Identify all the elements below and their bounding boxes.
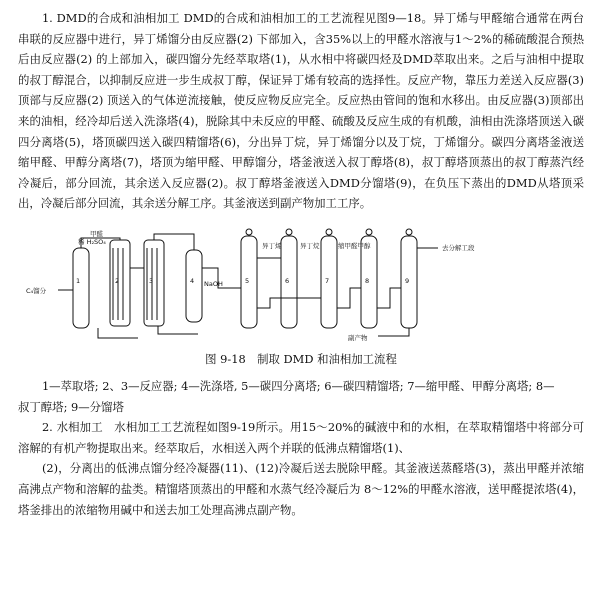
label-n7: 7 <box>325 276 330 285</box>
label-n6: 6 <box>285 276 290 285</box>
label-isobutylene: 异丁烯 <box>262 241 282 250</box>
label-n8: 8 <box>365 276 370 285</box>
paragraph-dmd-synthesis: 1. DMD的合成和油相加工 DMD的合成和油相加工的工艺流程见图9—18。异丁烯与甲醛缩合通常在两台串联的反应器中进行，异丁烯馏分由反应器(2) 下部加入，含35%以上的甲醛水溶液与1～2%的稀硫酸混合预热后由反应器(2) 的上部加入，碳四馏分先经萃取塔(1)，从水相中将碳四烃及DMD萃取出来。之后与油相中提取的叔丁醇混合，以抑制反应进一步生成叔丁醇，保证异丁烯有较高的选择性。反应产物，靠压力差送入反应器(3)顶部与反应器(2) 顶送入的气体逆流接触，使反应物反应完全。反应热由管间的饱和水移出。由反应器(3)顶部出来的油相，经冷却后送入洗涤塔(4)，脱除其中未反应的甲醛、硫酸及反应生成的有机酸，油相由洗涤塔顶送入碳四分离塔(5)，塔顶碳四送入碳四精馏塔(6)，分出异丁烷，异丁烯馏分以及丁烷，丁烯馏分。碳四分离塔釜液送缩甲醛、甲醇分离塔(7)，塔顶为缩甲醛、甲醇馏分，塔釜液送入叔丁醇塔(8)，叔丁醇塔顶蒸出的叔丁醇蒸汽经冷凝后，部分回流，其余送入反应器(2)。叔丁醇塔釜液送入DMD分馏塔(9)，在负压下蒸出的DMD从塔顶采出，冷凝后部分回流，其余送分解工序。其釜液送到副产物加工工序。 <box>18 11 584 211</box>
label-n9: 9 <box>405 276 410 285</box>
figure-legend-line2: 叔丁醇塔; 9—分馏塔 <box>18 399 124 414</box>
label-byproduct: 副产物 <box>348 333 368 342</box>
paragraph-aqueous-processing-cont: (2)，分离出的低沸点馏分经冷凝器(11)、(12)冷凝后送去脱除甲醛。其釜液送蒸醛塔(3)，蒸出甲醛并浓缩高沸点产物和溶解的盐类。精馏塔顶蒸出的甲醛和水蒸气经冷凝后为 8～12%的甲醛水溶液，送甲醛提浓塔(4)，塔釜排出的浓缩物用碱中和送去加工处理高沸点副产物。 <box>18 461 584 517</box>
label-c4-fraction: C₄馏分 <box>26 286 47 295</box>
washing-tower <box>186 250 202 322</box>
process-flow-diagram <box>18 228 584 346</box>
figure-caption: 图 9-18 制取 DMD 和油相加工流程 <box>205 351 397 366</box>
label-isobutane: 异丁烷 <box>300 241 320 250</box>
document-page <box>18 8 584 520</box>
label-formal-methanol: 缩甲醛甲醇 <box>338 241 371 250</box>
label-n3: 3 <box>149 276 154 285</box>
label-acid: 稀 H₂SO₄ <box>78 237 106 246</box>
label-formaldehyde: 甲醛 <box>90 229 103 238</box>
figure-legend-line1: 1—萃取塔; 2、3—反应器; 4—洗涤塔, 5—碳四分离塔; 6—碳四精馏塔; 7—缩甲醛、甲醇分离塔; 8— <box>41 378 555 393</box>
label-to-decomposition: 去分解工段 <box>442 243 475 252</box>
label-naoh: NaOH <box>204 279 223 288</box>
process-flow-figure <box>18 228 584 346</box>
label-n2: 2 <box>115 276 120 285</box>
label-n5: 5 <box>245 276 250 285</box>
label-n1: 1 <box>76 276 81 285</box>
extraction-tower <box>73 248 89 328</box>
paragraph-aqueous-processing: 2. 水相加工 水相加工工艺流程如图9-19所示。用15～20%的碱液中和的水相，在萃取精馏塔中将部分可溶解的有机产物提取出来。经萃取后，水相送入两个并联的低沸点精馏塔(1)、 <box>18 420 584 455</box>
label-n4: 4 <box>190 276 195 285</box>
